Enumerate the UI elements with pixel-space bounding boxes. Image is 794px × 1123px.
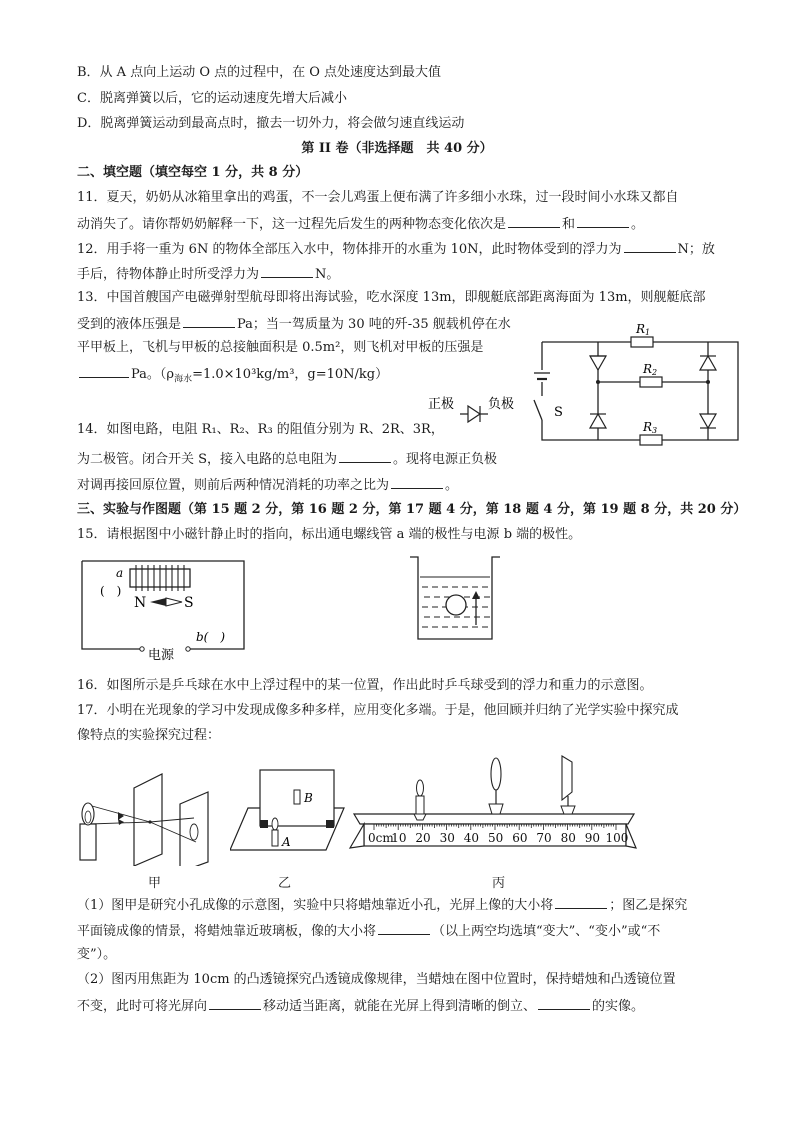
q16-beaker-figure <box>406 553 506 648</box>
q14-line-2 <box>77 448 497 470</box>
pinhole-board <box>134 774 162 866</box>
q17-blank-3 <box>209 995 261 1010</box>
q11-text-1: 动消失了。请你帮奶奶解释一下，这一过程先后发生的两种物态变化依次是 <box>77 217 507 232</box>
q13-blank-2 <box>79 363 129 378</box>
scale-label: 100 <box>605 831 629 845</box>
q12-text-4: N。 <box>315 267 340 282</box>
q14-blank-1 <box>339 448 391 463</box>
candle-a-label: A <box>282 835 291 849</box>
diode-positive-label: 正极 <box>428 397 455 412</box>
q12-line-1 <box>77 238 715 260</box>
q14-line-1: 14．如图电路，电阻 R₁、R₂、R₃ 的阻值分别为 R、2R、3R， <box>77 422 444 437</box>
q11-blank-1 <box>508 213 560 228</box>
terminal-right <box>186 647 190 651</box>
scale-label: 30 <box>439 831 455 845</box>
q11-text-3: 。 <box>631 217 645 232</box>
diode-top-right <box>700 356 716 370</box>
q17-text-6: 移动适当距离，就能在光屏上得到清晰的倒立、 <box>263 999 537 1014</box>
candle-b <box>294 790 300 804</box>
candle-b-label: B <box>304 791 313 805</box>
q17-plane-mirror-figure <box>230 766 350 866</box>
q13-line-1: 13．中国首艘国产电磁弹射型航母即将出海试验，吃水深度 13m，即舰艇底部距离海面为 13m，则舰艇底部 <box>77 290 706 305</box>
q17-part2-line-2 <box>77 995 644 1017</box>
light-screen-bench <box>562 756 572 800</box>
diode-top-left <box>590 356 606 370</box>
q11-line-1: 11．夏天，奶奶从冰箱里拿出的鸡蛋，不一会儿鸡蛋上便布满了许多细小水珠，过一段时间小水珠又都自 <box>77 190 679 205</box>
scale-label: 0cm <box>368 831 394 845</box>
q13-line-3: 平甲板上，飞机与甲板的总接触面积是 0.5m²，则飞机对甲板的压强是 <box>77 340 484 355</box>
pinhole <box>148 820 151 823</box>
q17-part1-line-2 <box>77 920 660 942</box>
needle-s-label: S <box>184 595 194 611</box>
motion-arrow-head <box>472 591 480 599</box>
candle-a <box>272 830 278 846</box>
scale-label: 90 <box>584 831 601 845</box>
q11-blank-2 <box>577 213 629 228</box>
q17-text-4: （以上两空均选填“变大”、“变小”或“不 <box>432 924 661 939</box>
q11-line-2 <box>77 213 644 235</box>
option-b: B．从 A 点向上运动 O 点的过程中，在 O 点处速度达到最大值 <box>77 65 442 80</box>
r2-label: R2 <box>643 362 658 377</box>
q16-text: 16．如图所示是乒乓球在水中上浮过程中的某一位置，作出此时乒乓球受到的浮力和重力的示意图。 <box>77 678 653 693</box>
q17-text-5: 不变，此时可将光屏向 <box>77 999 208 1014</box>
bench-left-foot <box>350 824 364 848</box>
q17-optical-bench-figure <box>344 752 640 856</box>
fill-in-header: 二、填空题（填空每空 1 分，共 8 分） <box>77 165 309 180</box>
q13-density-subscript: 海水 <box>174 374 193 385</box>
q13-blank-1 <box>183 313 235 328</box>
label-yi: 乙 <box>278 876 292 891</box>
scale-label: 80 <box>560 831 576 845</box>
diode-bottom-left <box>590 414 606 428</box>
q13-text-4: =1.0×10³kg/m³，g=10N/kg） <box>192 367 389 382</box>
candle-a-flame <box>272 818 278 830</box>
option-c: C．脱离弹簧以后，它的运动速度先增大后减小 <box>77 91 347 106</box>
q17-text-1: （1）图甲是研究小孔成像的示意图，实验中只将蜡烛靠近小孔，光屏上像的大小将 <box>77 898 554 913</box>
q14-blank-2 <box>391 474 443 489</box>
compass-needle-north <box>150 598 166 606</box>
scale-label: 40 <box>463 831 480 845</box>
q17-text-2: ；图乙是探究 <box>609 898 688 913</box>
q14-text-2: 。现将电源正负极 <box>393 452 498 467</box>
scale-label: 10 <box>391 831 407 845</box>
q17-line-1: 17．小明在光现象的学习中发现成像多种多样，应用变化多端。于是，他回顾并归纳了光学实验中探究成 <box>77 703 679 718</box>
q13-line-4 <box>77 363 388 390</box>
q17-part1-line-1 <box>77 894 687 916</box>
q14-line-3 <box>77 474 458 496</box>
resistor-r2 <box>640 377 662 387</box>
section-2-title: 第 II 卷（非选择题 共 40 分） <box>301 141 493 156</box>
end-a-answer: ( ) <box>100 584 122 598</box>
needle-n-label: N <box>134 595 147 611</box>
q17-part2-line-1: （2）图丙用焦距为 10cm 的凸透镜探究凸透镜成像规律，当蜡烛在图中位置时，保持蜡烛和凸透镜位置 <box>77 972 676 987</box>
q14-circuit-diagram <box>418 318 748 448</box>
scale-label: 60 <box>512 831 528 845</box>
q13-text-1: 受到的液体压强是 <box>77 317 182 332</box>
q13-text-3: Pa。（ρ <box>131 367 175 382</box>
diode-legend-symbol <box>460 406 488 422</box>
convex-lens <box>491 758 501 790</box>
q15-solenoid-figure <box>78 555 248 665</box>
q12-text-3: 手后，待物体静止时所受浮力为 <box>77 267 260 282</box>
q17-pinhole-figure <box>76 766 216 866</box>
q17-line-2: 像特点的实验探究过程： <box>77 728 221 743</box>
r1-label: R1 <box>636 322 651 337</box>
q13-text-2: Pa；当一驾质量为 30 吨的歼-35 舰载机停在水 <box>237 317 511 332</box>
q15-text: 15．请根据图中小磁针静止时的指向，标出通电螺线管 a 端的极性与电源 b 端的极性。 <box>77 527 582 542</box>
q12-line-2 <box>77 263 339 285</box>
scale-label: 70 <box>536 831 552 845</box>
diode-negative-label: 负极 <box>488 397 515 412</box>
r3-label: R3 <box>643 420 658 435</box>
ping-pong-ball <box>446 595 466 615</box>
resistor-r1 <box>631 337 653 347</box>
q17-blank-4 <box>538 995 590 1010</box>
q17-text-7: 的实像。 <box>592 999 645 1014</box>
q11-text-2: 和 <box>562 217 576 232</box>
q17-blank-1 <box>555 894 607 909</box>
terminal-left <box>140 647 144 651</box>
candle-body <box>80 824 96 860</box>
option-d: D．脱离弹簧运动到最高点时，撤去一切外力，将会做匀速直线运动 <box>77 116 465 131</box>
bench-candle-flame <box>417 780 424 796</box>
q17-part1-line-3: 变”）。 <box>77 947 117 962</box>
compass-needle-south <box>166 598 182 606</box>
q14-text-1: 为二极管。闭合开关 S，接入电路的总电阻为 <box>77 452 338 467</box>
experiment-header: 三、实验与作图题（第 15 题 2 分，第 16 题 2 分，第 17 题 4 分，第 18 题 4 分，第 19 题 8 分，共 20 分） <box>77 502 747 517</box>
q12-text-2: N；放 <box>677 242 715 257</box>
bench-top <box>354 814 634 824</box>
end-a-label: a <box>116 566 124 580</box>
q17-blank-2 <box>378 920 430 935</box>
end-b-answer: b( ) <box>196 630 226 644</box>
q17-text-3: 平面镜成像的情景，将蜡烛靠近玻璃板，像的大小将 <box>77 924 377 939</box>
q12-text-1: 12．用手将一重为 6N 的物体全部压入水中，物体排开的水重为 10N，此时物体受到的浮力为 <box>77 242 622 257</box>
q12-blank-1 <box>624 238 676 253</box>
power-source-label: 电源 <box>148 648 175 663</box>
label-jia: 甲 <box>148 876 162 891</box>
inverted-image <box>190 824 198 840</box>
q12-blank-2 <box>261 263 313 278</box>
bench-candle <box>416 796 424 814</box>
diode-bottom-right <box>700 414 716 428</box>
scale-label: 50 <box>488 831 504 845</box>
resistor-r3 <box>640 435 662 445</box>
scale-label: 20 <box>415 831 431 845</box>
q14-text-3: 对调再接回原位置，则前后两种情况消耗的功率之比为 <box>77 478 390 493</box>
label-bing: 丙 <box>492 876 506 891</box>
switch-label: S <box>554 405 563 420</box>
q14-text-4: 。 <box>445 478 459 493</box>
left-wire <box>82 561 140 649</box>
